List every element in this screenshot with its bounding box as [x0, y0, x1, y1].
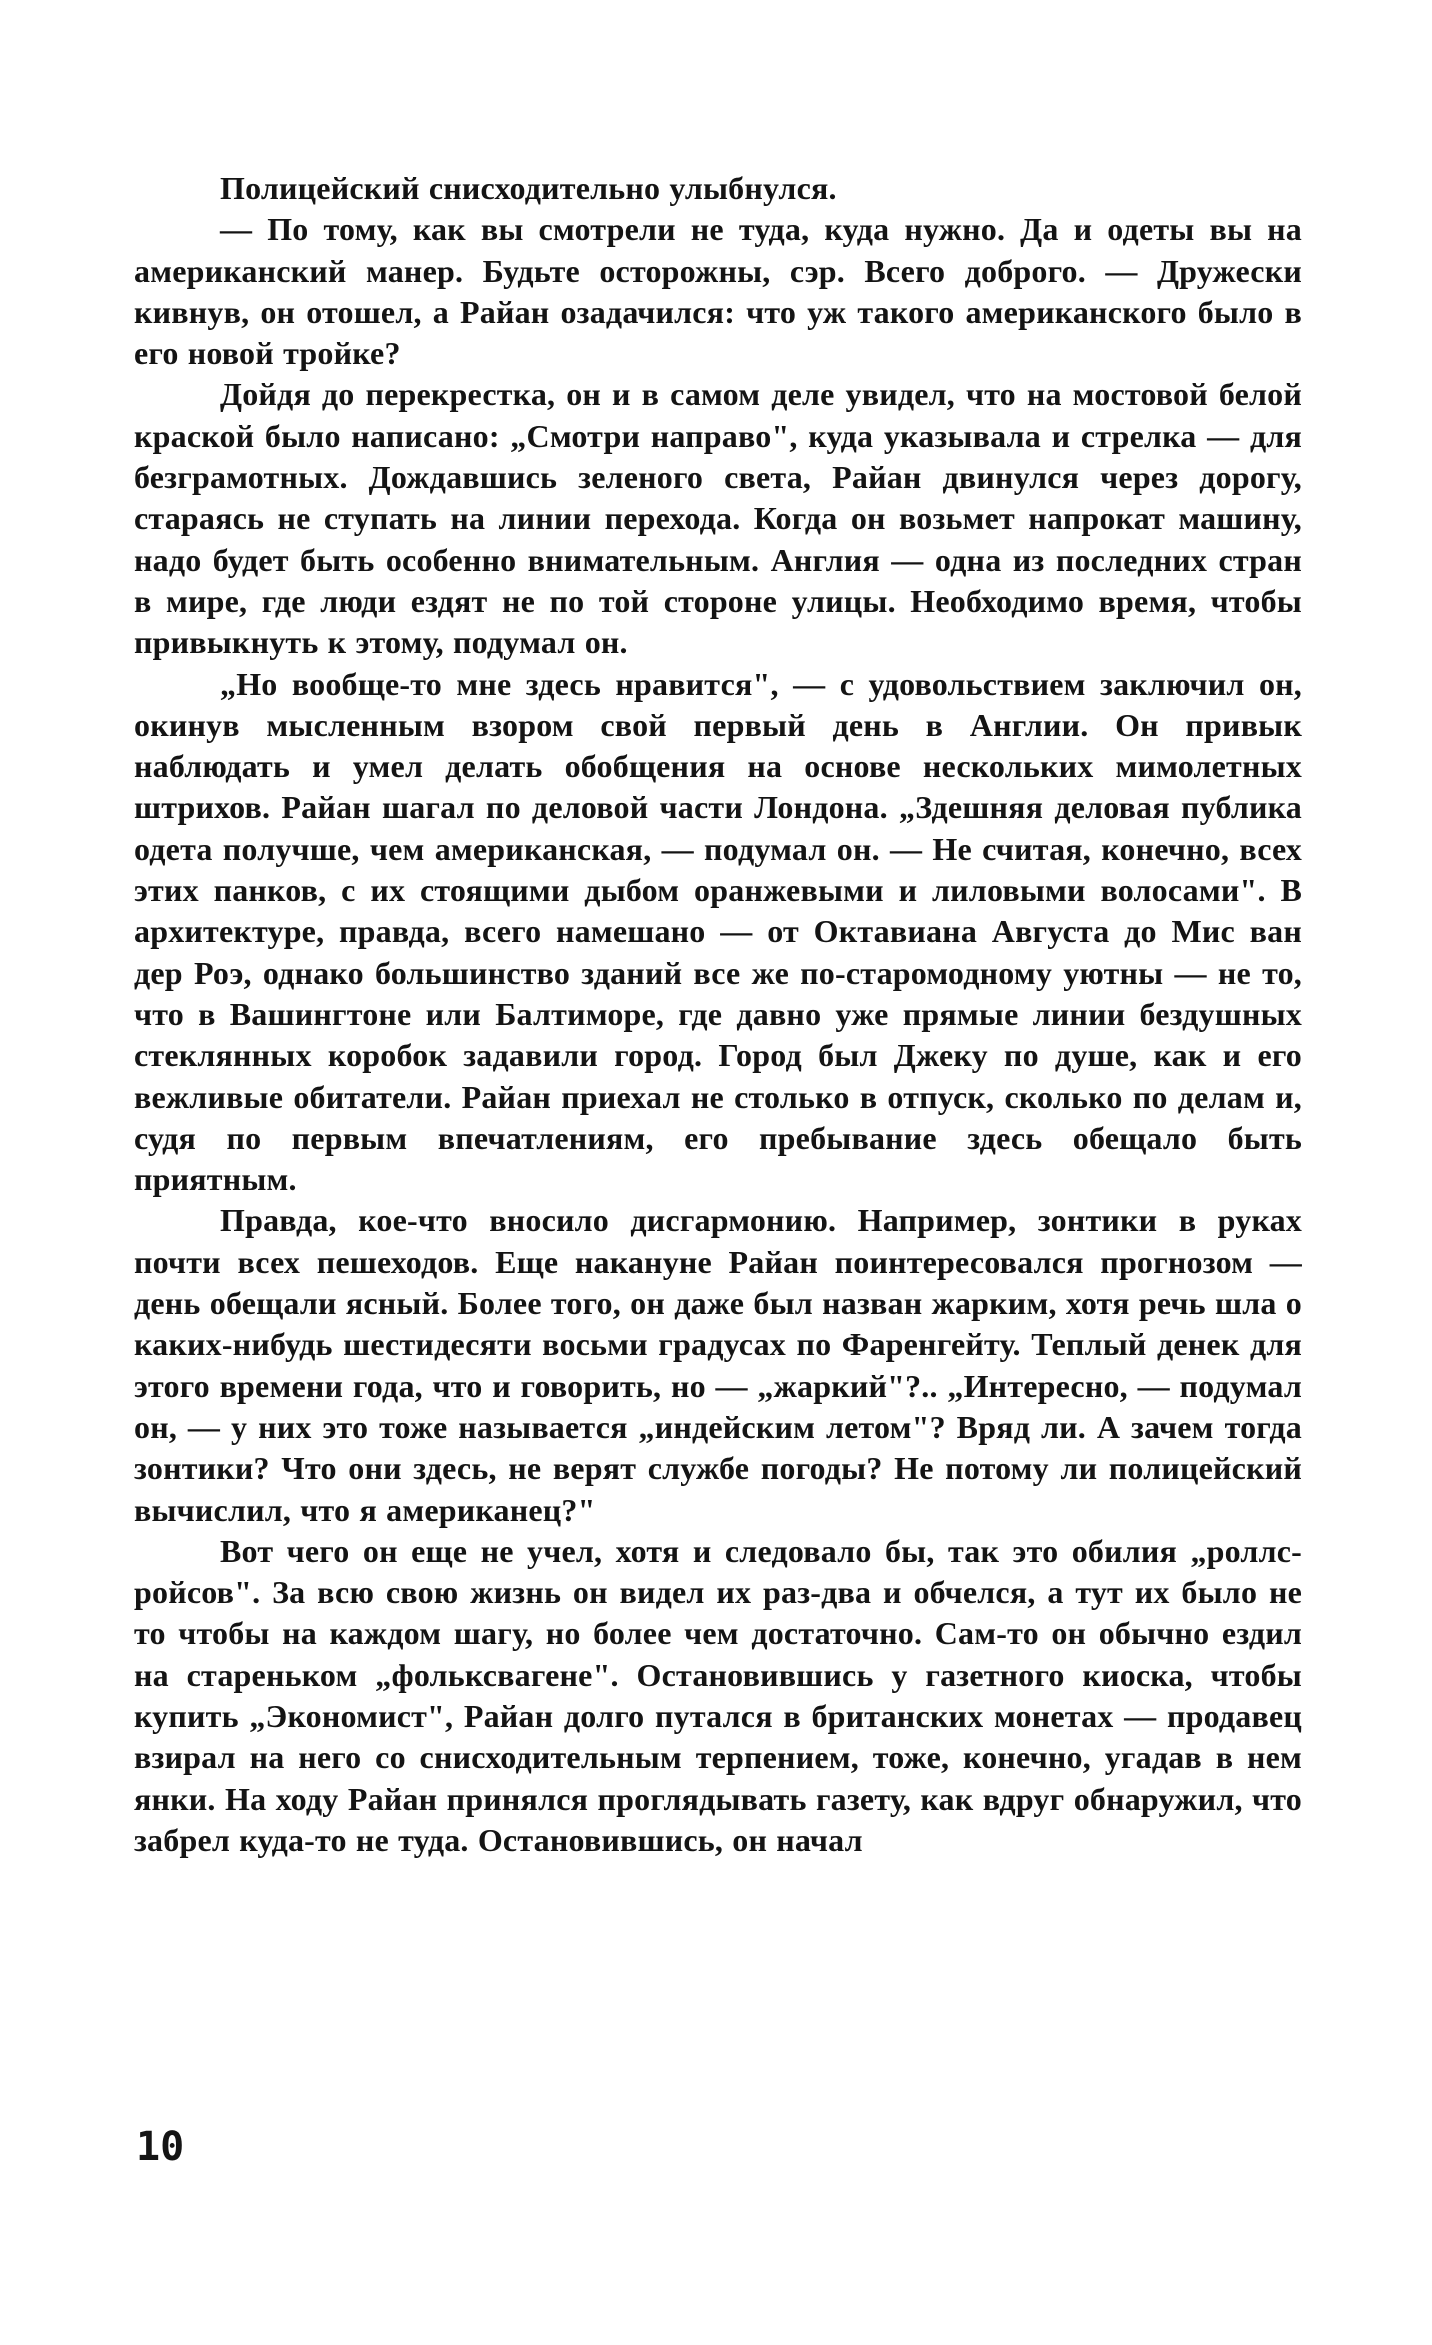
paragraph-4: „Но вообще-то мне здесь нравится", — с удовольствием заключил он, окинув мысленным взором свой первый день в Англии. Он привык наблюдать и умел делать обобщения на основе нескольких мимолетных штрихов. Райан шагал по деловой части Лондона. „Здешняя деловая публика одета получше, чем американская, — подумал он. — Не считая, конечно, всех этих панков, с их стоящими дыбом оранжевыми и лиловыми волосами". В архитектуре, правда, всего намешано — от Октавиана Августа до Мис ван дер Роэ, однако большинство зданий все же по-старомодному уютны — не то, что в Вашингтоне или Балтиморе, где давно уже прямые линии бездушных стеклянных коробок задавили город. Город был Джеку по душе, как и его вежливые обитатели. Райан приехал не столько в отпуск, сколько по делам и, судя по первым впечатлениям, его пребывание здесь обещало быть приятным. — [134, 665, 1302, 1198]
paragraph-5: Правда, кое-что вносило дисгармонию. Например, зонтики в руках почти всех пешеходов. Еще накануне Райан поинтересовался прогнозом — день обещали ясный. Более того, он даже был назван жарким, хотя речь шла о каких-нибудь шестидесяти восьми градусах по Фаренгейту. Теплый денек для этого времени года, что и говорить, но — „жаркий"?.. „Интересно, — подумал он, — у них это тоже называется „индейским летом"? Вряд ли. А зачем тогда зонтики? Что они здесь, не верят службе погоды? Не потому ли полицейский вычислил, что я американец?" — [134, 1202, 1302, 1528]
paragraph-2: — По тому, как вы смотрели не туда, куда нужно. Да и одеты вы на американский манер. Будьте осторожны, сэр. Всего доброго. — Дружески кивнув, он отошел, а Райан озадачился: что уж такого американского было в его новой тройке? — [134, 211, 1302, 372]
paragraph-3: Дойдя до перекрестка, он и в самом деле увидел, что на мостовой белой краской было написано: „Смотри направо", куда указывала и стрелка — для безграмотных. Дождавшись зеленого света, Райан двинулся через дорогу, стараясь не ступать на линии перехода. Когда он возьмет напрокат машину, надо будет быть особенно внимательным. Англия — одна из последних стран в мире, где люди ездят не по той стороне улицы. Необходимо время, чтобы привыкнуть к этому, подумал он. — [134, 376, 1302, 661]
page-body — [134, 168, 1302, 1861]
paragraph-1: Полицейский снисходительно улыбнулся. — [220, 170, 837, 206]
paragraph-6: Вот чего он еще не учел, хотя и следовало бы, так это обилия „роллс-ройсов". За всю свою жизнь он видел их раз-два и обчелся, а тут их было не то чтобы на каждом шагу, но более чем достаточно. Сам-то он обычно ездил на стареньком „фольксвагене". Остановившись у газетного киоска, чтобы купить „Экономист", Райан долго путался в британских монетах — продавец взирал на него со снисходительным терпением, тоже, конечно, угадав в нем янки. На ходу Райан принялся проглядывать газету, как вдруг обнаружил, что забрел куда-то не туда. Остановившись, он начал — [134, 1532, 1302, 1858]
page-number: 10 — [136, 2124, 185, 2170]
